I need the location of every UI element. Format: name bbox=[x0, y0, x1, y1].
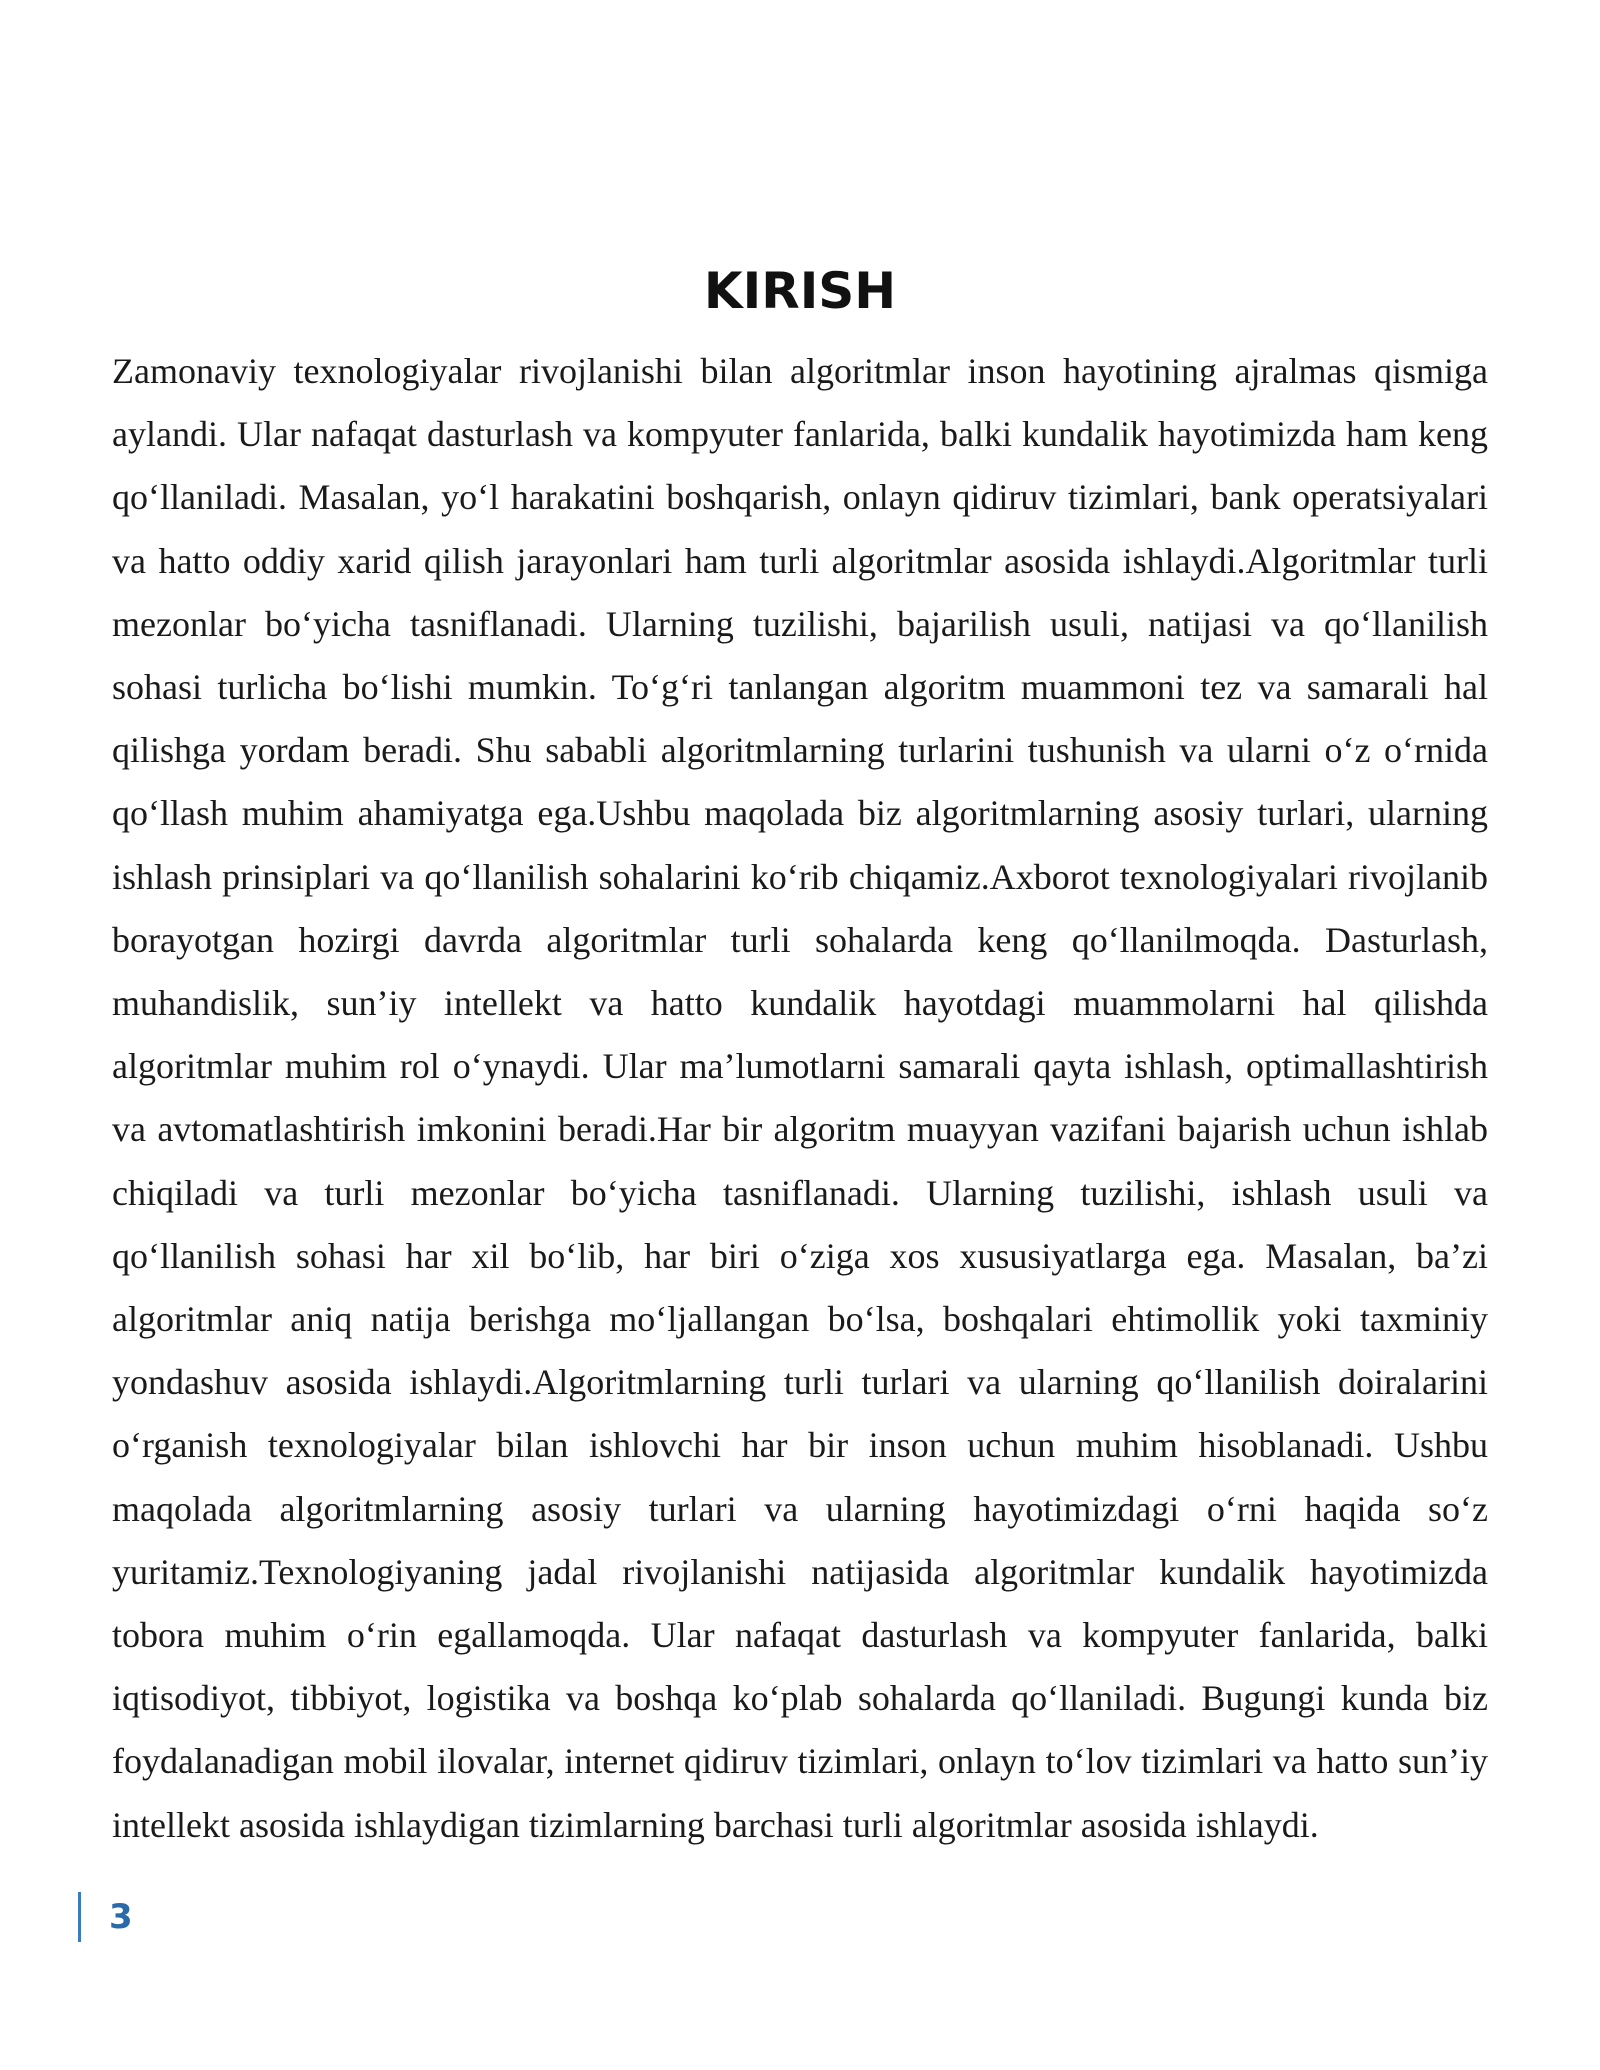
page-number: 3 bbox=[109, 1897, 133, 1937]
page-title: KIRISH bbox=[703, 261, 897, 320]
footer-divider bbox=[78, 1892, 81, 1942]
body-paragraph: Zamonaviy texnologiyalar rivojlanishi bilan algoritmlar inson hayotining ajralmas qismiga aylandi. Ular nafaqat dasturlash va kompyuter fanlarida, balki kundalik hayotimizda ham keng qo‘llaniladi. Masalan, yo‘l harakatini boshqarish, onlayn qidiruv tizimlari, bank operatsiyalari va hatto oddiy xarid qilish jarayonlari ham turli algoritmlar asosida ishlaydi.Algoritmlar turli mezonlar bo‘yicha tasniflanadi. Ularning tuzilishi, bajarilish usuli, natijasi va qo‘llanilish sohasi turlicha bo‘lishi mumkin. To‘g‘ri tanlangan algoritm muammoni tez va samarali hal qilishga yordam beradi. Shu sababli algoritmlarning turlarini tushunish va ularni o‘z o‘rnida qo‘llash muhim ahamiyatga ega.Ushbu maqolada biz algoritmlarning asosiy turlari, ularning ishlash prinsiplari va qo‘llanilish sohalarini ko‘rib chiqamiz.Axborot texnologiyalari rivojlanib borayotgan hozirgi davrda algoritmlar turli sohalarda keng qo‘llanilmoqda. Dasturlash, muhandislik, sun’iy intellekt va hatto kundalik hayotdagi muammolarni hal qilishda algoritmlar muhim rol o‘ynaydi. Ular ma’lumotlarni samarali qayta ishlash, optimallashtirish va avtomatlashtirish imkonini beradi.Har bir algoritm muayyan vazifani bajarish uchun ishlab chiqiladi va turli mezonlar bo‘yicha tasniflanadi. Ularning tuzilishi, ishlash usuli va qo‘llanilish sohasi har xil bo‘lib, har biri o‘ziga xos xususiyatlarga ega. Masalan, ba’zi algoritmlar aniq natija berishga mo‘ljallangan bo‘lsa, boshqalari ehtimollik yoki taxminiy yondashuv asosida ishlaydi.Algoritmlarning turli turlari va ularning qo‘llanilish doiralarini o‘rganish texnologiyalar bilan ishlovchi har bir inson uchun muhim hisoblanadi. Ushbu maqolada algoritmlarning asosiy turlari va ularning hayotimizdagi o‘rni haqida so‘z yuritamiz.Texnologiyaning jadal rivojlanishi natijasida algoritmlar kundalik hayotimizda tobora muhim o‘rin egallamoqda. Ular nafaqat dasturlash va kompyuter fanlarida, balki iqtisodiyot, tibbiyot, logistika va boshqa ko‘plab sohalarda qo‘llaniladi. Bugungi kunda biz foydalanadigan mobil ilovalar, internet qidiruv tizimlari, onlayn to‘lov tizimlari va hatto sun’iy intellekt asosida ishlaydigan tizimlarning barchasi turli algoritmlar asosida ishlaydi. bbox=[112, 351, 1488, 1845]
page-footer bbox=[78, 1892, 133, 1942]
